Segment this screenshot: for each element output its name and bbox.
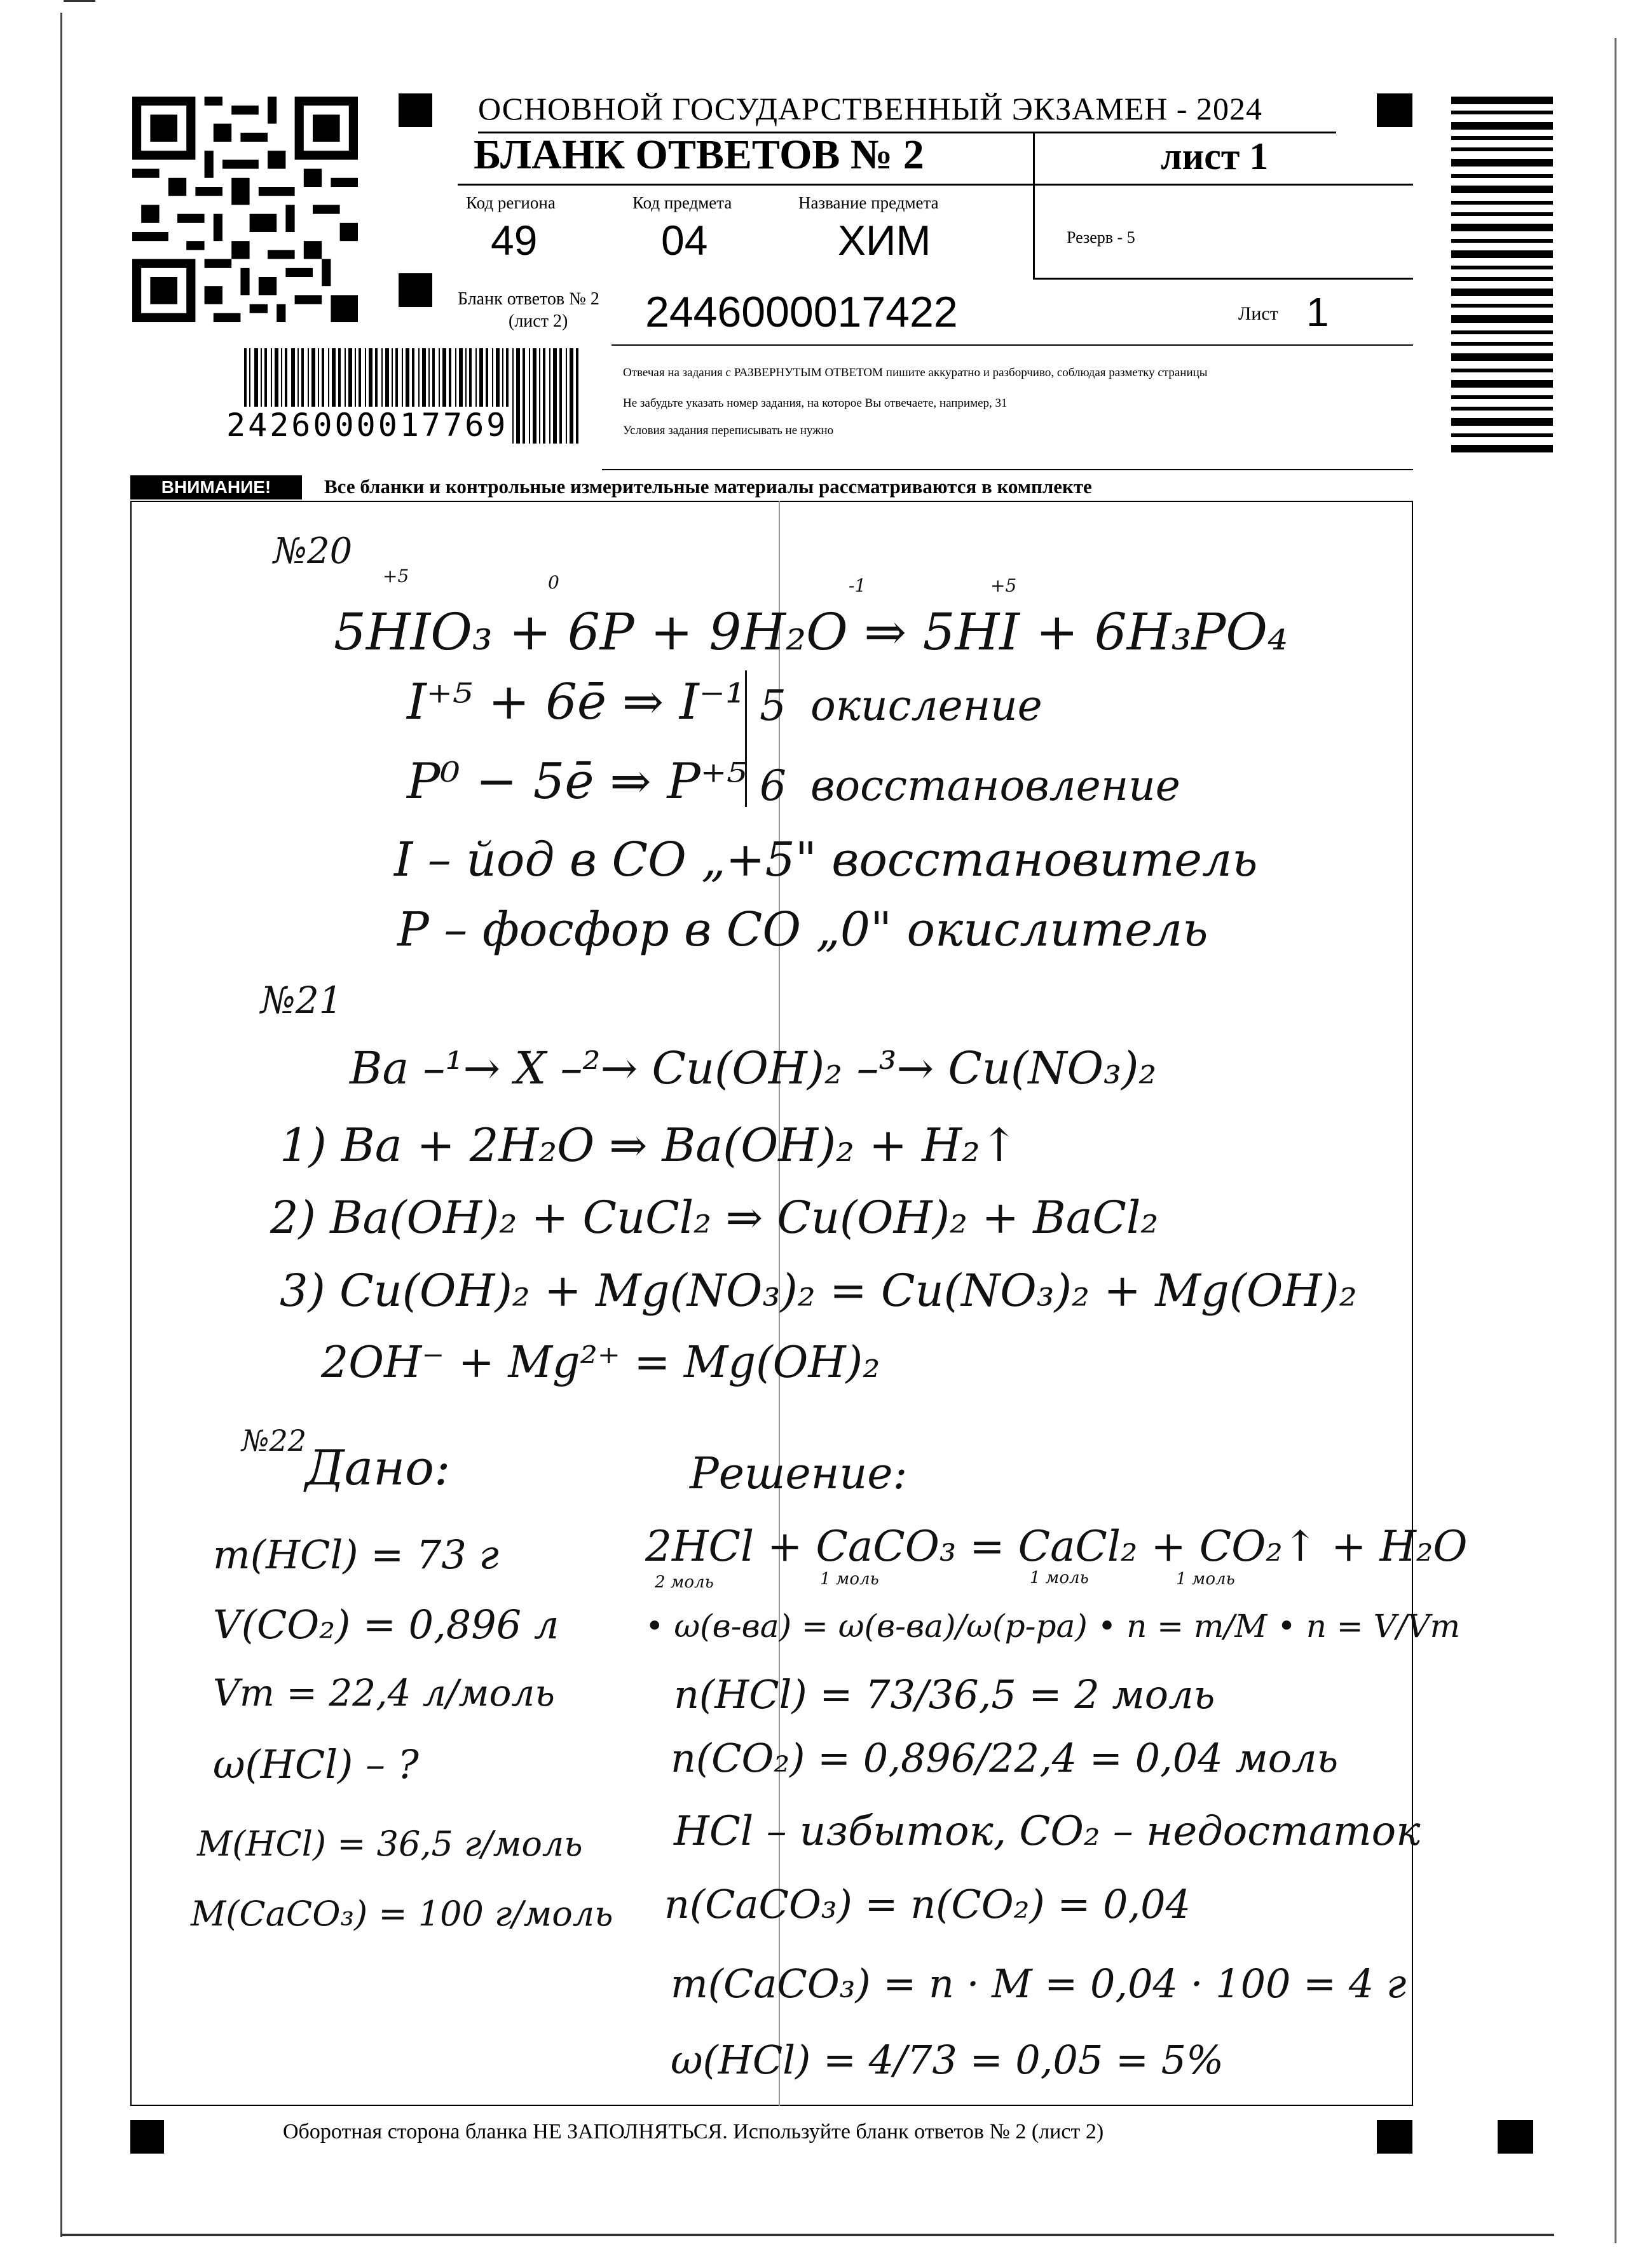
instruction-3: Условия задания переписывать не нужно — [623, 424, 834, 437]
header-divider — [1033, 133, 1035, 280]
q22-mole-label: 1 моль — [820, 1570, 879, 1589]
sheet2-number: 2446000017422 — [645, 288, 958, 336]
alignment-marker — [1377, 2120, 1412, 2154]
q22-solution-title: Решение: — [690, 1449, 908, 1499]
q22-mole-label: 2 моль — [655, 1573, 714, 1592]
alignment-marker — [130, 2120, 164, 2154]
q22-equation: 2HCl + CaCO₃ = CaCl₂ + CO₂↑ + H₂O — [645, 1522, 1468, 1571]
q20-ox-state: -1 — [849, 575, 866, 596]
q22-step: n(CO₂) = 0,896/22,4 = 0,04 моль — [671, 1735, 1339, 1781]
reserve-label: Резерв - 5 — [1067, 228, 1135, 247]
barcode-number: 2426000017769 — [222, 407, 512, 444]
scan-edge-bottom — [60, 2234, 1554, 2236]
q21-scheme: Ba –¹→ X –²→ Cu(OH)₂ –³→ Cu(NO₃)₂ — [350, 1042, 1157, 1094]
q21-ionic: 2OH⁻ + Mg²⁺ = Mg(OH)₂ — [321, 1338, 880, 1388]
qr-code — [132, 97, 358, 322]
q20-number: №20 — [273, 531, 353, 572]
q22-given-item: V(CO₂) = 0,896 л — [213, 1601, 559, 1648]
sheet2-underline — [612, 344, 1413, 346]
q20-reducer: I – йод в СО „+5" восстановитель — [394, 832, 1258, 887]
q22-step: n(CaCO₃) = n(CO₂) = 0,04 — [664, 1881, 1191, 1927]
instruction-1: Отвечая на задания с РАЗВЕРНУТЫМ ОТВЕТОМ пишите аккуратно и разборчиво, соблюдая разметку страницы — [623, 366, 1208, 379]
side-barcode — [1451, 97, 1553, 459]
q20-ox-state: 0 — [548, 572, 559, 593]
q22-given-item: Vm = 22,4 л/моль — [213, 1671, 555, 1715]
q20-half-reaction-1: I⁺⁵ + 6ē ⇒ I⁻¹ — [407, 674, 746, 731]
alignment-marker — [399, 273, 432, 307]
sheet-label: лист 1 — [1161, 135, 1269, 177]
q20-oxidizer: P – фосфор в СО „0" окислитель — [397, 902, 1208, 957]
q21-number: №21 — [261, 979, 343, 1022]
q22-step: HCl – избыток, CO₂ – недостаток — [674, 1808, 1421, 1855]
q20-coefficient-1: 5 — [760, 681, 786, 730]
title-bottom-line — [458, 184, 1413, 186]
q22-given-title: Дано: — [305, 1439, 451, 1496]
subject-name-value: ХИМ — [838, 217, 931, 264]
header-row-line — [1033, 278, 1413, 280]
subject-name-label: Название предмета — [798, 193, 939, 212]
q22-mole-label: 1 моль — [1030, 1568, 1089, 1587]
footer-note: Оборотная сторона бланка НЕ ЗАПОЛНЯТЬСЯ. Используйте бланк ответов № 2 (лист 2) — [283, 2120, 1104, 2143]
q20-ox-state: +5 — [990, 575, 1017, 596]
sheet2-label-line2: (лист 2) — [509, 311, 568, 331]
scan-edge-top — [64, 0, 95, 2]
scan-edge-left — [60, 13, 62, 2237]
list-value: 1 — [1306, 289, 1329, 335]
q20-note-2: восстановление — [810, 761, 1180, 810]
attention-badge: ВНИМАНИЕ! — [130, 475, 302, 499]
q20-equation: 5HIO₃ + 6P + 9H₂O ⇒ 5HI + 6H₃PO₄ — [334, 602, 1288, 662]
subject-code-label: Код предмета — [632, 193, 732, 212]
alignment-marker — [399, 93, 432, 127]
scan-edge-right — [1615, 38, 1616, 2243]
header-bottom-line — [602, 469, 1413, 470]
alignment-marker — [1498, 2120, 1533, 2154]
q21-reaction-1: 1) Ba + 2H₂O ⇒ Ba(OH)₂ + H₂↑ — [280, 1118, 1019, 1172]
q22-given-item: m(HCl) = 73 г — [213, 1531, 499, 1578]
subject-code-value: 04 — [661, 217, 708, 264]
q20-half-reaction-2: P⁰ − 5ē ⇒ P⁺⁵ — [407, 753, 747, 810]
q21-reaction-2: 2) Ba(OH)₂ + CuCl₂ ⇒ Cu(OH)₂ + BaCl₂ — [270, 1192, 1159, 1244]
q20-ox-state: +5 — [383, 566, 409, 587]
q22-given-item: ω(HCl) – ? — [213, 1741, 419, 1788]
sheet2-label-line1: Бланк ответов № 2 — [458, 289, 599, 309]
alignment-marker — [1377, 93, 1412, 127]
q22-step: m(CaCO₃) = n · M = 0,04 · 100 = 4 г — [671, 1960, 1407, 2007]
exam-title: ОСНОВНОЙ ГОСУДАРСТВЕННЫЙ ЭКЗАМЕН - 2024 — [478, 91, 1262, 126]
q22-number: №22 — [242, 1423, 307, 1458]
region-value: 49 — [491, 217, 538, 264]
instruction-2: Не забудьте указать номер задания, на которое Вы отвечаете, например, 31 — [623, 397, 1008, 410]
list-label: Лист — [1238, 303, 1278, 324]
q21-reaction-3: 3) Cu(OH)₂ + Mg(NO₃)₂ = Cu(NO₃)₂ + Mg(OH)₂ — [280, 1265, 1357, 1317]
q22-mole-label: 1 моль — [1176, 1570, 1235, 1589]
region-label: Код региона — [466, 193, 556, 212]
q22-step: n(HCl) = 73/36,5 = 2 моль — [674, 1671, 1215, 1718]
attention-text: Все бланки и контрольные измерительные материалы рассматриваются в комплекте — [324, 475, 1092, 498]
q20-coefficient-2: 6 — [760, 761, 786, 810]
q22-step: ω(HCl) = 4/73 = 0,05 = 5% — [671, 2037, 1224, 2083]
form-title: БЛАНК ОТВЕТОВ № 2 — [474, 132, 924, 178]
q20-note-1: окисление — [810, 681, 1042, 730]
q22-formulas: • ω(в-ва) = ω(в-ва)/ω(р-ра) • n = m/M • n = V/Vm — [645, 1608, 1461, 1645]
q22-given-item: M(HCl) = 36,5 г/моль — [197, 1824, 583, 1864]
q22-given-item: M(CaCO₃) = 100 г/моль — [191, 1894, 613, 1934]
